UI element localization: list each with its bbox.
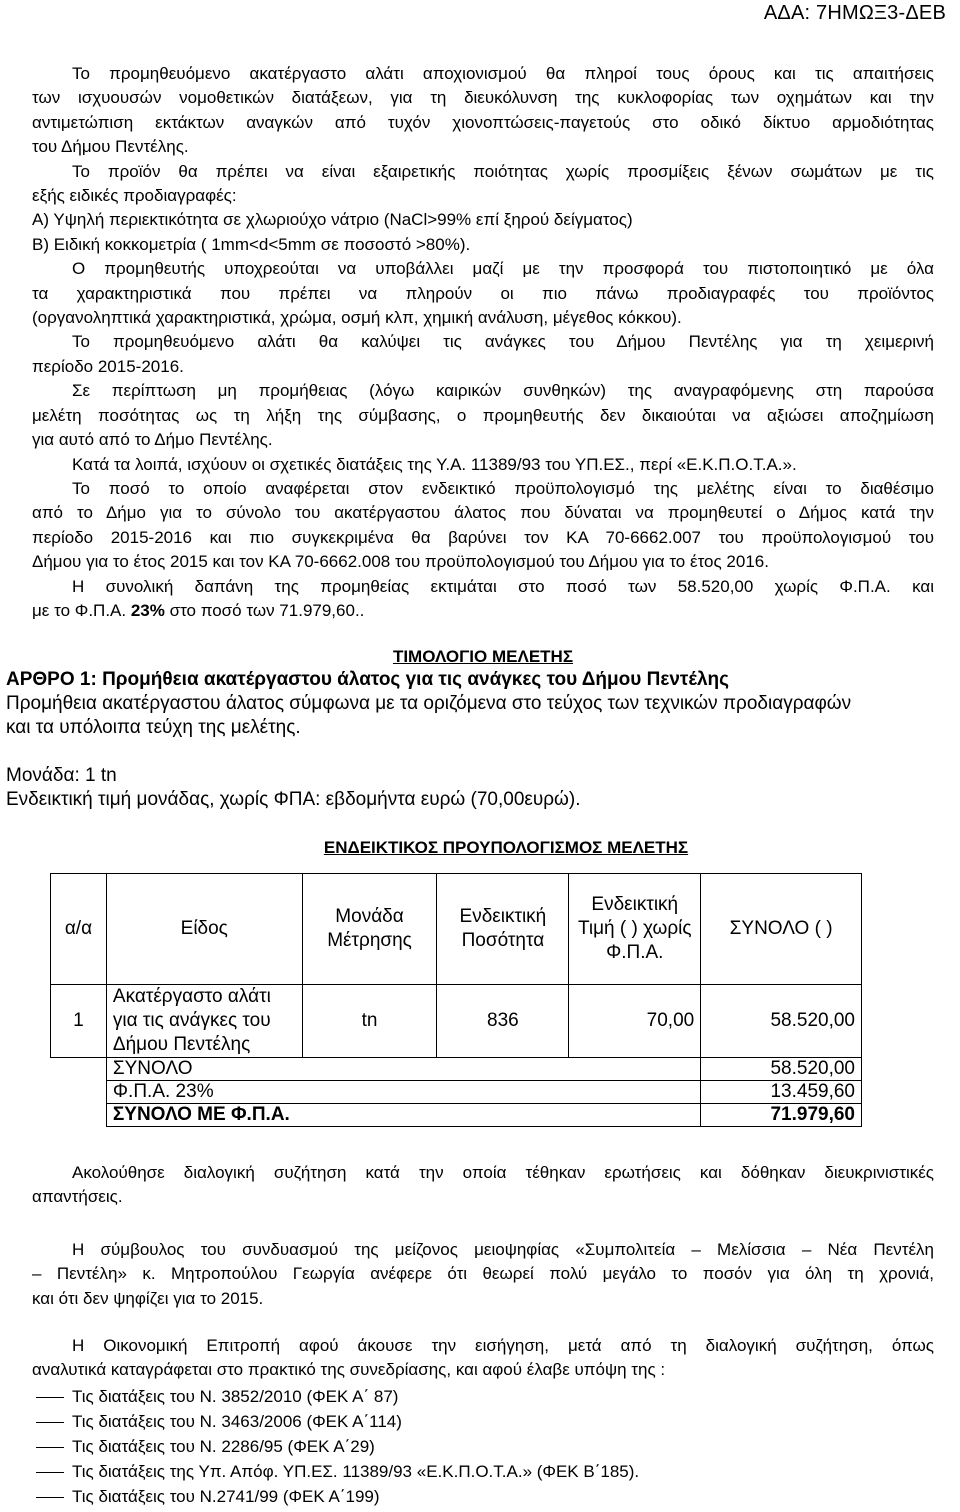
empty-cell <box>51 1081 107 1104</box>
intro-line: Σε περίπτωση μη προμήθειας (λόγω καιρικών συνθηκών) της αναγραφόμενης στη παρούσα <box>72 381 934 401</box>
discussion-line: Ακολούθησε διαλογική συζήτηση κατά την οποία τέθηκαν ερωτήσεις και δόθηκαν διευκρινιστικές <box>72 1163 934 1182</box>
list-item-text: Τις διατάξεις του Ν. 3852/2010 (ΦΕΚ Α΄ 87) <box>72 1387 399 1406</box>
dash-bullet <box>36 1397 64 1398</box>
intro-line: των ισχυουσών νομοθετικών διατάξεων, για τη διευκόλυνση της κυκλοφορίας των οχημάτων και την <box>32 88 934 108</box>
article-title: Προμήθεια ακατέργαστου άλατος για τις ανάγκες του Δήμου Πεντέλης <box>102 669 730 690</box>
list-item-text: Τις διατάξεις του Ν.2741/99 (ΦΕΚ Α΄199) <box>72 1487 380 1506</box>
cell-price: 70,00 <box>569 985 701 1058</box>
discussion-line: και ότι δεν ψηφίζει για το 2015. <box>32 1288 264 1308</box>
intro-line: (οργανοληπτικά χαρακτηριστικά, χρώμα, οσμή κλπ, χημική ανάλυση, μέγεθος κόκκου). <box>32 308 682 328</box>
discussion-line: Η σύμβουλος του συνδυασμού της μείζονος μειοψηφίας «Συμπολιτεία – Μελίσσια – Νέα Πεντέλη <box>72 1240 934 1259</box>
intro-line: Ο προμηθευτής υποχρεούται να υποβάλλει μαζί με την προσφορά του πιστοποιητικό με όλα <box>72 259 934 279</box>
intro-line: περίοδο 2015-2016. <box>32 356 184 376</box>
intro-line <box>32 599 934 623</box>
cell-unit: tn <box>302 985 437 1058</box>
cost-text: με το Φ.Π.Α. <box>32 600 131 620</box>
list-item <box>32 1484 934 1509</box>
ada-code: ΑΔΑ: 7ΗΜΩΞ3-ΔΕΒ <box>763 2 946 24</box>
list-item-text: Τις διατάξεις της Υπ. Απόφ. ΥΠ.ΕΣ. 11389/93 «Ε.Κ.Π.Ο.Τ.Α.» (ΦΕΚ Β΄185). <box>72 1462 640 1481</box>
article-desc: Προμήθεια ακατέργαστου άλατος σύμφωνα με τα οριζόμενα στο τεύχος των τεχνικών προδιαγραφών <box>6 693 852 714</box>
table-row <box>51 985 862 1058</box>
considerations-list <box>32 1384 934 1509</box>
grand-label: ΣΥΝΟΛΟ ΜΕ Φ.Π.Α. <box>106 1104 700 1127</box>
spec-b: Β) Ειδική κοκκομετρία ( 1mm<d<5mm σε ποσοστό >80%). <box>32 234 471 254</box>
intro-line: για αυτό από το Δήμο Πεντέλης. <box>32 430 273 450</box>
budget-title-wrap <box>50 836 960 860</box>
vat-percent: 23% <box>130 600 165 620</box>
cell-qty: 836 <box>437 985 569 1058</box>
intro-line: από το Δήμο για το σύνολο του ακατέργαστου άλατος που δύναται να προμηθευτεί ο Δήμος κατά την <box>32 503 934 523</box>
intro-line: Δήμου για το έτος 2015 και τον ΚΑ 70-6662.008 του προϋπολογισμού του Δήμου για το έτος 2016. <box>32 552 769 572</box>
dash-bullet <box>36 1497 64 1498</box>
sum-label: ΣΥΝΟΛΟ <box>106 1058 700 1081</box>
budget-table <box>50 873 862 1127</box>
list-item-text: Τις διατάξεις του Ν. 3463/2006 (ΦΕΚ Α΄114) <box>72 1412 402 1431</box>
cell-item: Ακατέργαστο αλάτι για τις ανάγκες του Δήμου Πεντέλης <box>106 985 302 1058</box>
table-row-sum <box>51 1058 862 1081</box>
vat-value: 13.459,60 <box>701 1081 862 1104</box>
unit-section <box>6 764 936 812</box>
intro-section <box>32 62 934 623</box>
intro-line: Το προϊόν θα πρέπει να είναι εξαιρετικής ποιότητας χωρίς προσμίξεις ξένων σωμάτων με τις <box>72 161 934 181</box>
unit-price-line: Ενδεικτική τιμή μονάδας, χωρίς ΦΠΑ: εβδομήντα ευρώ (70,00ευρώ). <box>6 789 581 810</box>
pricing-title: ΤΙΜΟΛΟΓΙΟ ΜΕΛΕΤΗΣ <box>392 647 574 666</box>
empty-cell <box>51 1104 107 1127</box>
sum-value: 58.520,00 <box>701 1058 862 1081</box>
empty-cell <box>51 1058 107 1081</box>
grand-value: 71.979,60 <box>701 1104 862 1127</box>
intro-line: Η συνολική δαπάνη της προμηθείας εκτιμάται στο ποσό των 58.520,00 χωρίς Φ.Π.Α. και <box>72 576 934 596</box>
intro-line: Το προμηθευόμενο αλάτι θα καλύψει τις ανάγκες του Δήμου Πεντέλης για τη χειμερινή <box>72 332 934 352</box>
intro-line: εξής ειδικές προδιαγραφές: <box>32 186 237 206</box>
article-desc: και τα υπόλοιπα τεύχη της μελέτης. <box>6 717 301 738</box>
pricing-title-wrap <box>32 645 934 669</box>
dash-bullet <box>36 1422 64 1423</box>
discussion-p3 <box>32 1334 934 1383</box>
intro-line: τα χαρακτηριστικά που πρέπει να πληρούν οι πιο πάνω προδιαγραφές του προϊόντος <box>32 283 934 303</box>
budget-title: ΕΝΔΕΙΚΤΙΚΟΣ ΠΡΟΥΠΟΛΟΓΙΣΜΟΣ ΜΕΛΕΤΗΣ <box>323 838 689 857</box>
intro-line: Κατά τα λοιπά, ισχύουν οι σχετικές διατάξεις της Υ.Α. 11389/93 του ΥΠ.ΕΣ., περί «Ε.Κ.Π.Ο.Τ.Α.». <box>72 454 797 474</box>
discussion-p1 <box>32 1161 934 1210</box>
intro-line: αντιμετώπιση εκτάκτων αναγκών από τυχόν χιονοπτώσεις-παγετούς στο οδικό δίκτυο αρμοδιότητας <box>32 112 934 132</box>
intro-line: περίοδο 2015-2016 και πιο συγκεκριμένα θα βαρύνει τον ΚΑ 70-6662.007 του προϋπολογισμού του <box>32 527 934 547</box>
table-row-grand <box>51 1104 862 1127</box>
discussion-line: Η Οικονομική Επιτροπή αφού άκουσε την εισήγηση, μετά από τη διαλογική συζήτηση, όπως <box>72 1336 934 1355</box>
header-cell: Μονάδα Μέτρησης <box>302 874 437 985</box>
cell-aa: 1 <box>51 985 107 1058</box>
intro-line: Το προμηθευόμενο ακατέργαστο αλάτι αποχιονισμού θα πληροί τους όρους και τις απαιτήσεις <box>72 64 934 83</box>
discussion-line: – Πεντέλη» κ. Μητροπούλου Γεωργία ανέφερε ότι θεωρεί πολύ μεγάλο το ποσόν για όλη τη χρονιά, <box>32 1264 934 1284</box>
cost-text: στο ποσό των 71.979,60.. <box>164 600 365 620</box>
intro-line: του Δήμου Πεντέλης. <box>32 137 189 157</box>
intro-line: μελέτη ποσότητας ως τη λήξη της σύμβασης, ο προμηθευτής δεν δικαιούται να αξιώσει αποζημίωση <box>32 405 934 425</box>
discussion-line: απαντήσεις. <box>32 1187 123 1207</box>
discussion-p2 <box>32 1238 934 1311</box>
table-row-vat <box>51 1081 862 1104</box>
list-item <box>32 1409 934 1434</box>
list-item <box>32 1434 934 1459</box>
table-header-row <box>51 874 862 985</box>
header-cell: Ενδεικτική Ποσότητα <box>437 874 569 985</box>
dash-bullet <box>36 1447 64 1448</box>
vat-label: Φ.Π.Α. 23% <box>106 1081 700 1104</box>
cell-total: 58.520,00 <box>701 985 862 1058</box>
discussion-line: αναλυτικά καταγράφεται στο πρακτικό της συνεδρίασης, και αφού έλαβε υπόψη της : <box>32 1360 666 1380</box>
list-item <box>32 1459 934 1484</box>
header-cell: Ενδεικτική Τιμή ( ) χωρίς Φ.Π.Α. <box>569 874 701 985</box>
unit-line: Μονάδα: 1 tn <box>6 765 117 786</box>
article-heading <box>6 668 936 692</box>
dash-bullet <box>36 1472 64 1473</box>
header-cell: Είδος <box>106 874 302 985</box>
spec-a: Α) Υψηλή περιεκτικότητα σε χλωριούχο νάτριο (NaCl>99% επί ξηρού δείγματος) <box>32 210 633 230</box>
pricing-section <box>6 668 936 740</box>
article-number: ΑΡΘΡΟ 1: <box>6 669 103 690</box>
intro-line: Το ποσό το οποίο αναφέρεται στον ενδεικτικό προϋπολογισμό της μελέτης είναι το διαθέσιμο <box>72 478 934 498</box>
list-item-text: Τις διατάξεις του Ν. 2286/95 (ΦΕΚ Α΄29) <box>72 1437 375 1456</box>
header-cell: ΣΥΝΟΛΟ ( ) <box>701 874 862 985</box>
header-cell: α/α <box>51 874 107 985</box>
list-item <box>32 1384 934 1409</box>
